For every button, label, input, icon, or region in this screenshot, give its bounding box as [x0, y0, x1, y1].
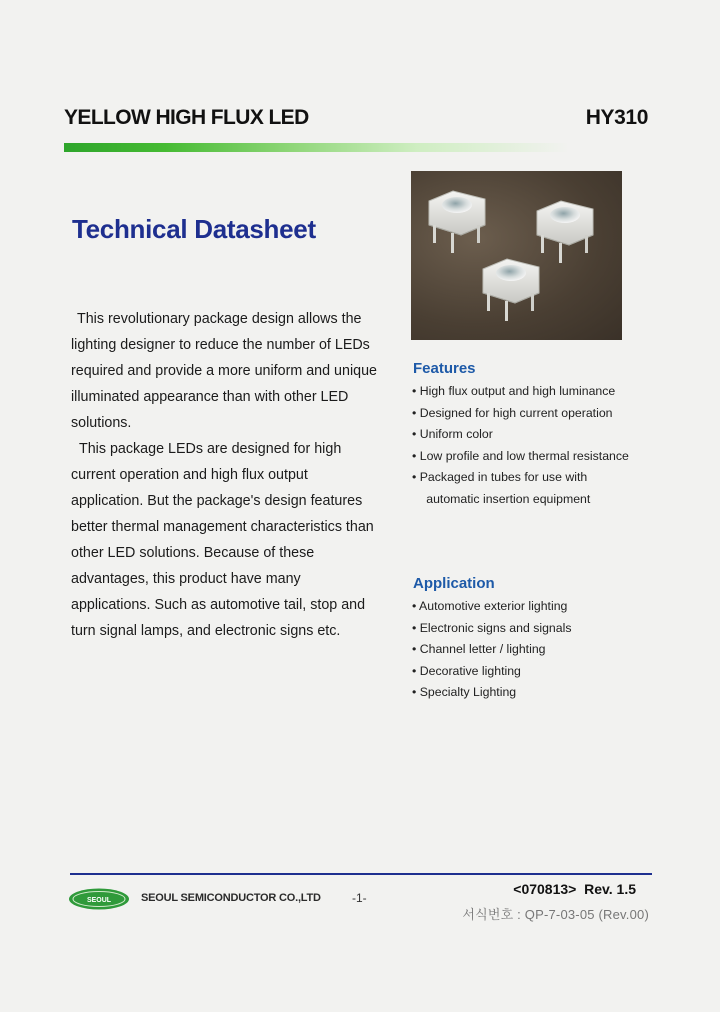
features-list: [412, 381, 629, 511]
part-number: HY310: [585, 106, 648, 129]
application-item: • Channel letter / lighting: [412, 639, 571, 661]
company-name: SEOUL SEMICONDUCTOR CO.,LTD: [141, 892, 321, 904]
feature-item: • Uniform color: [412, 424, 629, 446]
seoul-logo: [68, 888, 130, 910]
features-title: Features: [413, 360, 476, 377]
feature-item: • Low profile and low thermal resistance: [412, 446, 629, 468]
intro-paragraph-1: This revolutionary package design allows the lighting designer to reduce the number of LEDs required and provide a more uniform and unique illuminated appearance than with other LED solutions.: [71, 311, 377, 431]
led-packages-image: [411, 171, 622, 340]
application-list: [412, 596, 571, 704]
feature-item: • Designed for high current operation: [412, 403, 629, 425]
title-underline-bar: [64, 143, 569, 152]
feature-item-continuation: automatic insertion equipment: [426, 491, 591, 506]
page-number: -1-: [352, 891, 367, 905]
intro-text: [71, 306, 381, 644]
feature-item: • Packaged in tubes for use with: [412, 467, 629, 489]
footer-divider: [70, 873, 652, 875]
revision-info: <070813> Rev. 1.5: [513, 881, 636, 897]
document-title: YELLOW HIGH FLUX LED: [64, 106, 309, 129]
feature-item: • High flux output and high luminance: [412, 381, 629, 403]
logo-text: SEOUL: [86, 897, 112, 904]
intro-paragraph-2: This package LEDs are designed for high current operation and high flux output application. But the package's design features better thermal management characteristics than other LED solutions. Because of these advantages, this product have many applications. Such as automotive tail, stop and turn signal lamps, and electronic signs etc.: [71, 441, 374, 639]
application-item: • Automotive exterior lighting: [412, 596, 571, 618]
product-photo: [411, 171, 622, 340]
form-number: 서식번호 : QP-7-03-05 (Rev.00): [462, 907, 649, 922]
application-item: • Electronic signs and signals: [412, 618, 571, 640]
application-title: Application: [413, 575, 495, 592]
application-item: • Specialty Lighting: [412, 682, 571, 704]
application-item: • Decorative lighting: [412, 661, 571, 683]
datasheet-heading: Technical Datasheet: [72, 214, 316, 244]
